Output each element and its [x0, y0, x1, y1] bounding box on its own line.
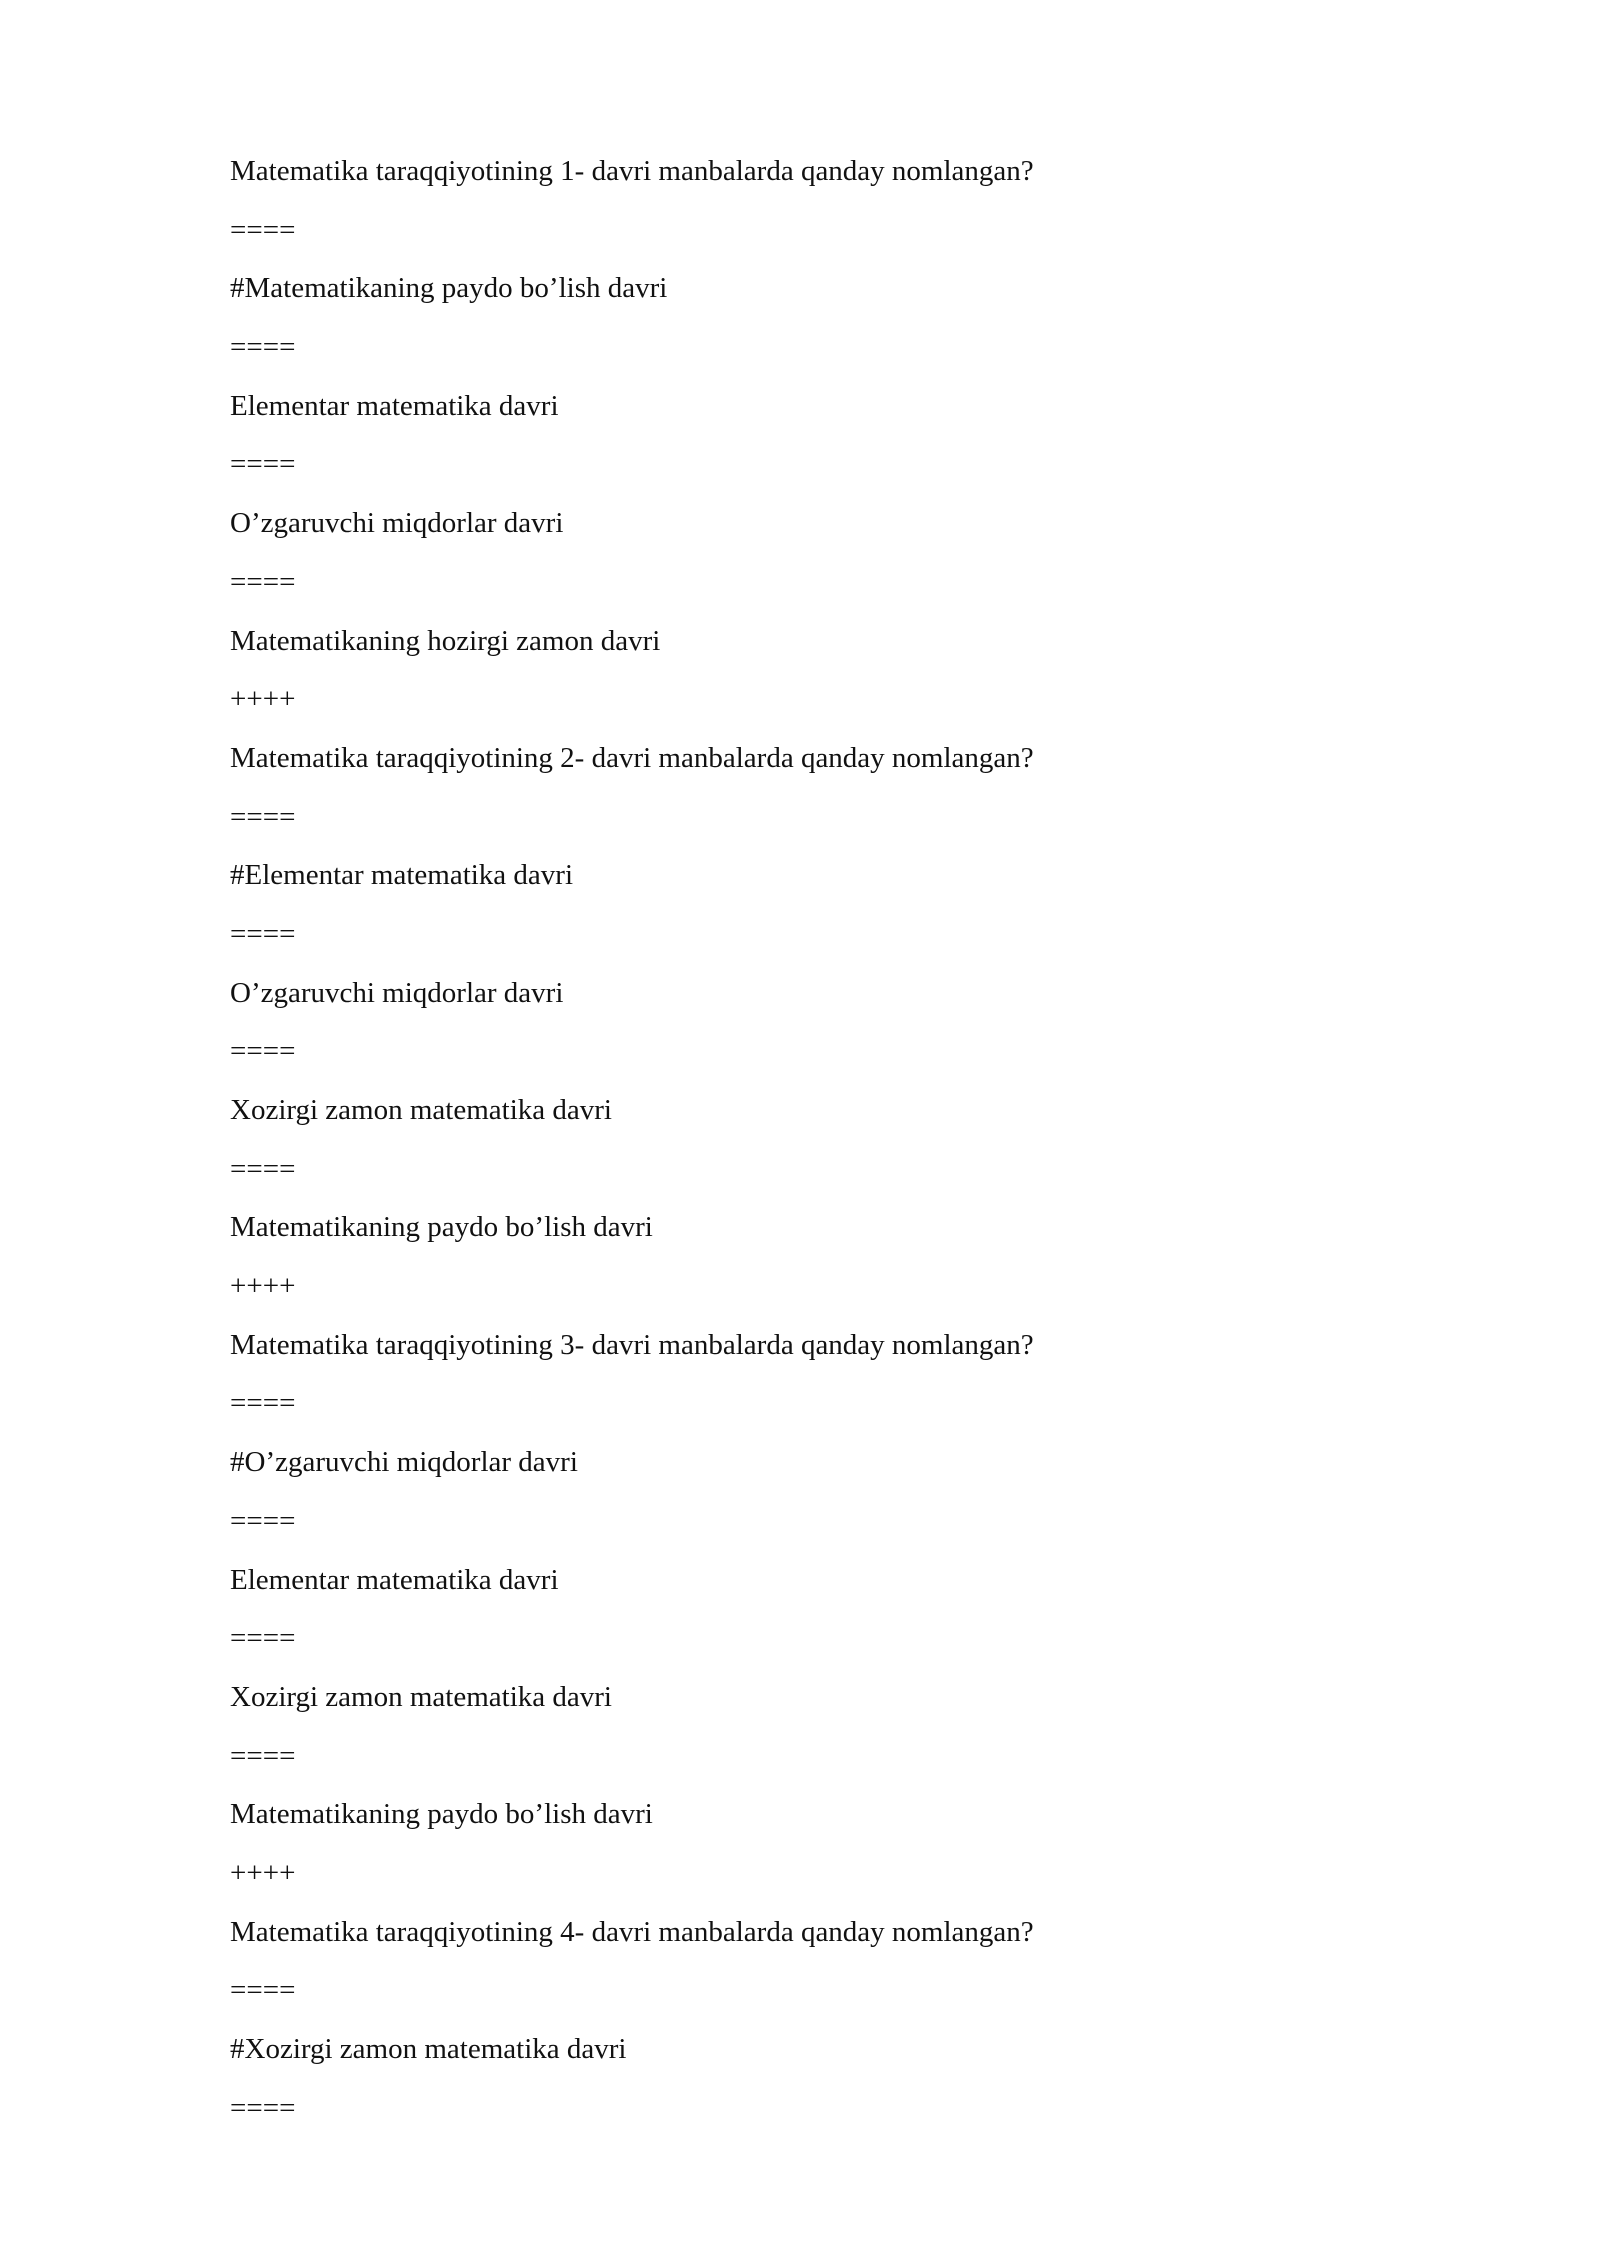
separator-line: ====: [230, 1622, 296, 1655]
separator-line: ====: [230, 917, 296, 950]
answer-option-text: Xozirgi zamon matematika davri: [230, 1094, 612, 1126]
separator-line: ====: [230, 331, 296, 364]
answer-option-text: Matematikaning paydo bo’lish davri: [230, 1798, 653, 1831]
correct-answer-text: #Xozirgi zamon matematika davri: [230, 2033, 627, 2065]
separator-line: ====: [230, 800, 296, 833]
separator-line: ====: [230, 2091, 296, 2124]
correct-answer-text: #O’zgaruvchi miqdorlar davri: [230, 1446, 578, 1479]
answer-option-text: O’zgaruvchi miqdorlar davri: [230, 976, 564, 1009]
separator-line: ====: [230, 1739, 296, 1772]
separator-line: ====: [230, 565, 296, 598]
question-text: Matematika taraqqiyotining 3- davri manbalarda qanday nomlangan?: [230, 1328, 1034, 1361]
separator-line: ====: [230, 1035, 296, 1068]
document-body: [230, 142, 1430, 2137]
separator-line: ====: [230, 213, 296, 246]
separator-line: ====: [230, 1152, 296, 1185]
answer-option-text: O’zgaruvchi miqdorlar davri: [230, 507, 564, 540]
question-text: Matematika taraqqiyotining 2- davri manbalarda qanday nomlangan?: [230, 741, 1034, 774]
correct-answer-text: #Matematikaning paydo bo’lish davri: [230, 272, 668, 305]
answer-option-text: Elementar matematika davri: [230, 1563, 559, 1596]
question-separator: ++++: [230, 1856, 296, 1889]
answer-option-text: Elementar matematika davri: [230, 389, 559, 422]
separator-line: ====: [230, 1504, 296, 1537]
question-separator: ++++: [230, 1270, 296, 1303]
answer-option-text: Xozirgi zamon matematika davri: [230, 1680, 612, 1713]
answer-option-text: Matematikaning hozirgi zamon davri: [230, 624, 661, 657]
question-text: Matematika taraqqiyotining 4- davri manbalarda qanday nomlangan?: [230, 1915, 1034, 1948]
answer-option-text: Matematikaning paydo bo’lish davri: [230, 1211, 653, 1244]
question-separator: ++++: [230, 683, 296, 716]
separator-line: ====: [230, 448, 296, 481]
correct-answer-text: #Elementar matematika davri: [230, 859, 574, 892]
question-text: Matematika taraqqiyotining 1- davri manbalarda qanday nomlangan?: [230, 155, 1034, 187]
separator-line: ====: [230, 1387, 296, 1420]
separator-line: ====: [230, 1974, 296, 2007]
